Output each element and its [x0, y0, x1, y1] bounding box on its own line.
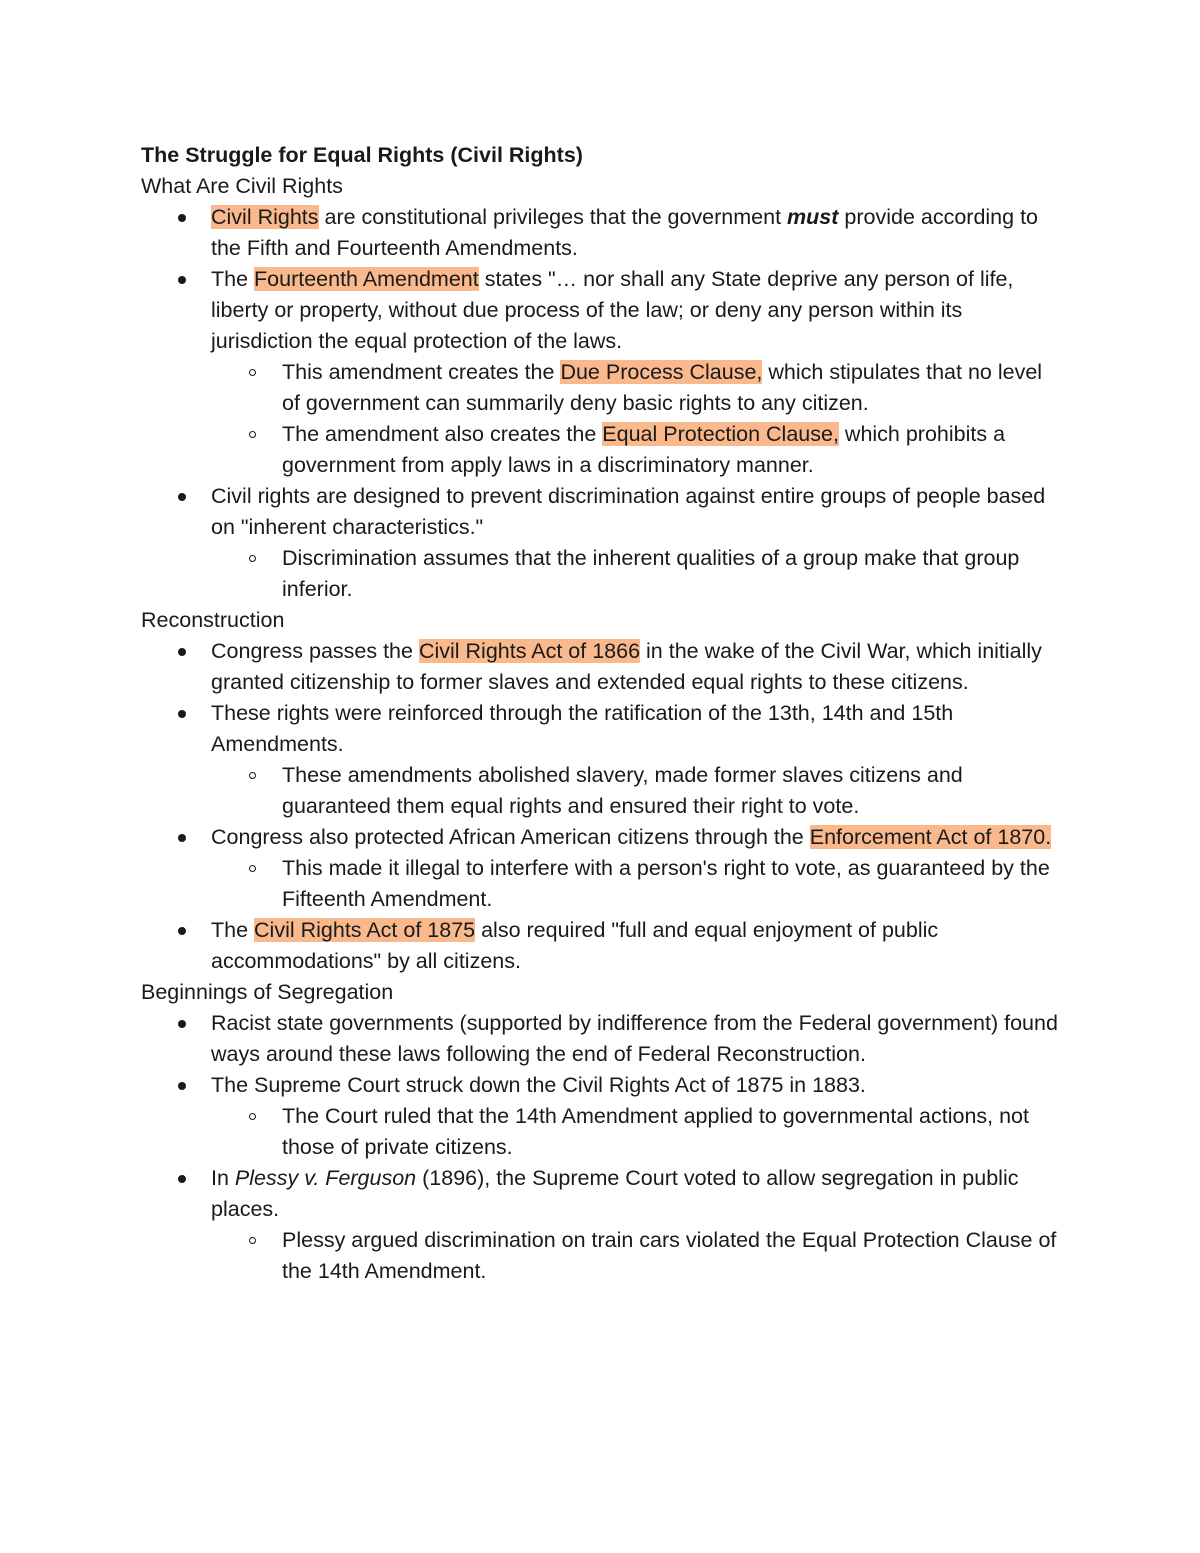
list-item-text: Congress passes the	[211, 639, 419, 663]
list-item-text: The	[211, 267, 255, 291]
sub-list-item	[282, 543, 1061, 605]
list-item-text: are constitutional privileges that the government	[318, 205, 788, 229]
list-item-text: in the wake of the Civil War, which initially granted citizenship to former slaves and extended equal rights to these citizens.	[211, 639, 1042, 694]
bullet-icon	[178, 648, 186, 656]
hollow-bullet-icon	[249, 1237, 256, 1244]
hollow-bullet-icon	[249, 369, 256, 376]
list-item-text: Racist state governments (supported by indifference from the Federal government) found ways around these laws following the end of Federal Reconstruction.	[211, 1011, 1058, 1066]
bullet-icon	[178, 927, 186, 935]
bullet-list	[141, 1008, 1061, 1287]
highlighted-term: Fourteenth Amendment	[254, 267, 479, 291]
sub-bullet-list	[211, 357, 1061, 481]
list-item-text: (1896), the Supreme Court voted to allow segregation in public places.	[211, 1166, 1019, 1221]
hollow-bullet-icon	[249, 865, 256, 872]
sub-bullet-list	[211, 760, 1061, 822]
sub-list-item-text: which prohibits a government from apply laws in a discriminatory manner.	[282, 422, 1006, 477]
highlighted-term: Civil Rights Act of 1875	[254, 918, 476, 942]
sub-bullet-list	[211, 853, 1061, 915]
list-item	[211, 915, 1061, 977]
bullet-list	[141, 202, 1061, 605]
bullet-list	[141, 636, 1061, 977]
sub-bullet-list	[211, 1101, 1061, 1163]
list-item-text: also required "full and equal enjoyment of public accommodations" by all citizens.	[211, 918, 939, 973]
sub-list-item-text: The amendment also creates the	[282, 422, 603, 446]
sub-list-item	[282, 760, 1061, 822]
list-item	[211, 822, 1061, 915]
sub-list-item-text: This amendment creates the	[282, 360, 561, 384]
sub-bullet-list	[211, 543, 1061, 605]
highlighted-term: Civil Rights	[211, 205, 319, 229]
list-item	[211, 481, 1061, 605]
list-item	[211, 636, 1061, 698]
list-item	[211, 202, 1061, 264]
highlighted-term: Civil Rights Act of 1866	[418, 639, 641, 663]
sub-list-item	[282, 1101, 1061, 1163]
highlighted-period: .	[1045, 825, 1052, 849]
bullet-icon	[178, 1175, 186, 1183]
list-item-text: Civil rights are designed to prevent discrimination against entire groups of people based on "inherent characteristics."	[211, 484, 1046, 539]
list-item-text: Congress also protected African American citizens through the	[211, 825, 810, 849]
list-item-text: The Supreme Court struck down the Civil Rights Act of 1875 in 1883.	[211, 1073, 866, 1097]
list-item-text: These rights were reinforced through the ratification of the 13th, 14th and 15th Amendments.	[211, 701, 954, 756]
sub-list-item	[282, 1225, 1061, 1287]
document-page	[141, 140, 1061, 1287]
bullet-icon	[178, 1020, 186, 1028]
bullet-icon	[178, 834, 186, 842]
section-heading-beginnings-of-segregation: Beginnings of Segregation	[141, 980, 394, 1004]
list-item-text: states "… nor shall any State deprive any person of life, liberty or property, without due process of the law; or deny any person within its jurisdiction the equal protection of the laws.	[211, 267, 1014, 353]
sub-list-item-text: which stipulates that no level of government can summarily deny basic rights to any citizen.	[282, 360, 1043, 415]
sub-list-item-text: These amendments abolished slavery, made former slaves citizens and guaranteed them equal rights and ensured their right to vote.	[282, 763, 963, 818]
case-name: Plessy v. Ferguson	[234, 1166, 417, 1190]
list-item	[211, 698, 1061, 822]
document-title: The Struggle for Equal Rights (Civil Rights)	[141, 143, 583, 167]
list-item	[211, 264, 1061, 481]
section-heading-reconstruction: Reconstruction	[141, 608, 285, 632]
list-item	[211, 1163, 1061, 1287]
bullet-icon	[178, 214, 186, 222]
list-item	[211, 1070, 1061, 1163]
sub-list-item-text: Plessy argued discrimination on train cars violated the Equal Protection Clause of the 14th Amendment.	[282, 1228, 1057, 1283]
highlighted-term: Equal Protection Clause,	[602, 422, 839, 446]
hollow-bullet-icon	[249, 772, 256, 779]
hollow-bullet-icon	[249, 555, 256, 562]
bullet-icon	[178, 710, 186, 718]
sub-list-item	[282, 357, 1061, 419]
sub-list-item-text: The Court ruled that the 14th Amendment applied to governmental actions, not those of private citizens.	[282, 1104, 1029, 1159]
bullet-icon	[178, 1082, 186, 1090]
highlighted-term: Due Process Clause,	[560, 360, 763, 384]
list-item-text: In	[211, 1166, 235, 1190]
sub-list-item-text: This made it illegal to interfere with a person's right to vote, as guaranteed by the Fifteenth Amendment.	[282, 856, 1050, 911]
sub-list-item-text: Discrimination assumes that the inherent qualities of a group make that group inferior.	[282, 546, 1020, 601]
bullet-icon	[178, 493, 186, 501]
hollow-bullet-icon	[249, 1113, 256, 1120]
list-item	[211, 1008, 1061, 1070]
section-heading-what-are-civil-rights: What Are Civil Rights	[141, 174, 343, 198]
sub-list-item	[282, 853, 1061, 915]
sub-bullet-list	[211, 1225, 1061, 1287]
bullet-icon	[178, 276, 186, 284]
emphasized-word: must	[787, 205, 839, 229]
highlighted-term: Enforcement Act of 1870	[809, 825, 1046, 849]
sub-list-item	[282, 419, 1061, 481]
list-item-text: The	[211, 918, 255, 942]
hollow-bullet-icon	[249, 431, 256, 438]
list-item-text: provide according to the Fifth and Fourteenth Amendments.	[211, 205, 1038, 260]
